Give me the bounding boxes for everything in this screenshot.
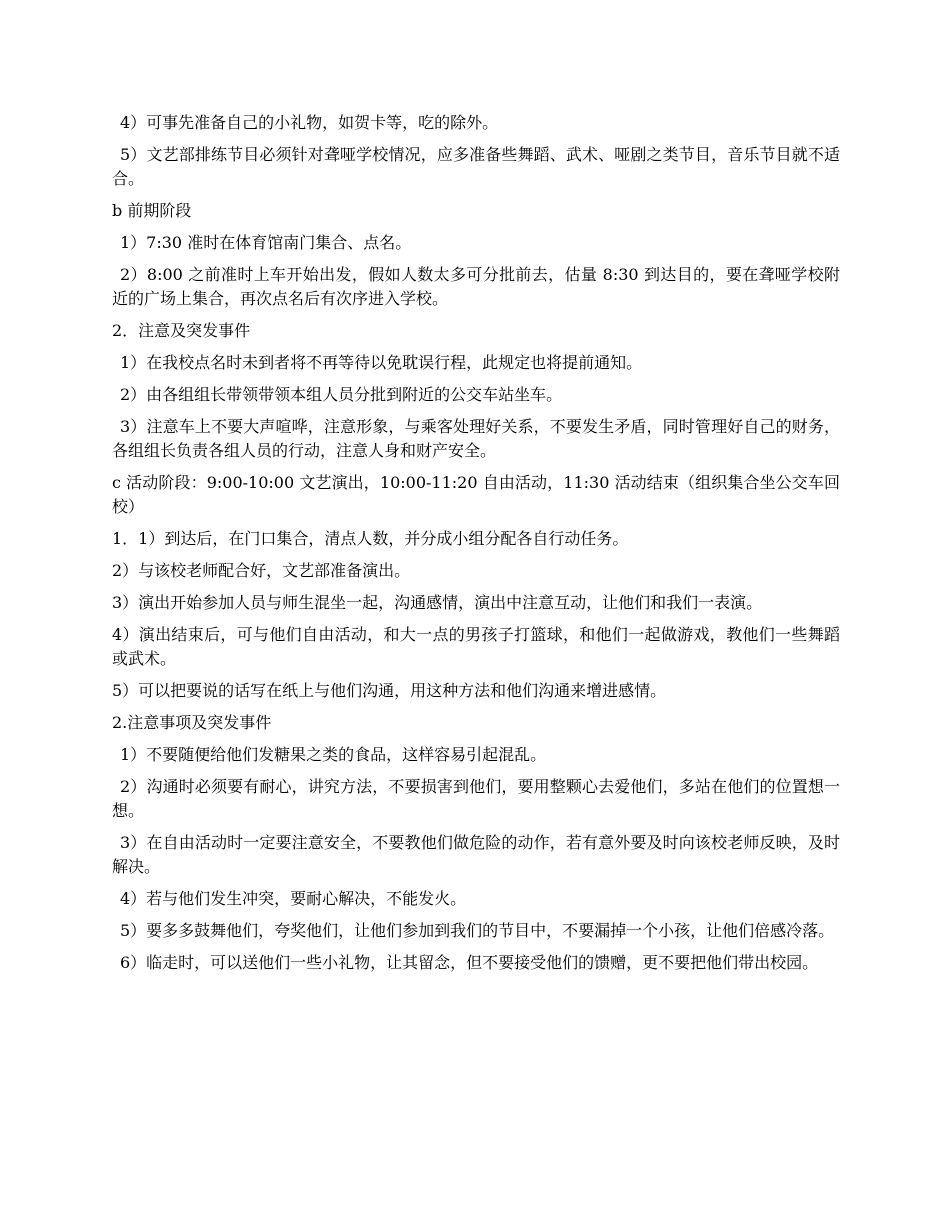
paragraph-activity-teachers: 2）与该校老师配合好，文艺部准备演出。 bbox=[112, 561, 411, 580]
paragraph-prep-performance: 5）文艺部排练节目必须针对聋哑学校情况，应多准备些舞蹈、武术、哑剧之类节目，音乐节目就不适合。 bbox=[112, 145, 840, 188]
paragraph-activity-arrive: 1．1）到达后，在门口集合，清点人数，并分成小组分配各自行动任务。 bbox=[112, 529, 629, 548]
paragraph-early-gather: 1）7:30 准时在体育馆南门集合、点名。 bbox=[120, 233, 412, 252]
section-heading-early-stage: b 前期阶段 bbox=[112, 201, 192, 220]
paragraph-notes-behavior: 3）注意车上不要大声喧哗，注意形象，与乘客处理好关系，不要发生矛盾，同时管理好自己的财务，各组组长负责各组人员的行动，注意人身和财产安全。 bbox=[112, 417, 840, 460]
section-heading-notes-1: 2．注意及突发事件 bbox=[112, 321, 251, 340]
paragraph-notes2-farewell: 6）临走时，可以送他们一些小礼物，让其留念，但不要接受他们的馈赠，更不要把他们带出校园。 bbox=[120, 953, 819, 972]
paragraph-notes2-conflict: 4）若与他们发生冲突，要耐心解决，不能发火。 bbox=[120, 889, 467, 908]
paragraph-notes2-candy: 1）不要随便给他们发糖果之类的食品，这样容易引起混乱。 bbox=[120, 745, 547, 764]
paragraph-activity-free: 4）演出结束后，可与他们自由活动，和大一点的男孩子打篮球，和他们一起做游戏，教他们一些舞蹈或武术。 bbox=[112, 625, 840, 668]
document-body bbox=[112, 111, 840, 983]
paragraph-notes-late: 1）在我校点名时未到者将不再等待以免耽误行程，此规定也将提前通知。 bbox=[120, 353, 643, 372]
paragraph-activity-show: 3）演出开始参加人员与师生混坐一起，沟通感情，演出中注意互动，让他们和我们一表演。 bbox=[112, 593, 763, 612]
section-heading-activity-stage: c 活动阶段：9:00-10:00 文艺演出，10:00-11:20 自由活动，11:30 活动结束（组织集合坐公交车回校） bbox=[112, 473, 840, 516]
paragraph-notes-bus: 2）由各组组长带领带领本组人员分批到附近的公交车站坐车。 bbox=[120, 385, 563, 404]
section-heading-notes-2: 2.注意事项及突发事件 bbox=[112, 713, 272, 732]
paragraph-prep-gifts: 4）可事先准备自己的小礼物，如贺卡等，吃的除外。 bbox=[120, 113, 499, 132]
paragraph-notes2-patience: 2）沟通时必须要有耐心，讲究方法，不要损害到他们，要用整颗心去爱他们，多站在他们的位置想一想。 bbox=[112, 777, 840, 820]
paragraph-notes2-encourage: 5）要多多鼓舞他们，夸奖他们，让他们参加到我们的节目中，不要漏掉一个小孩，让他们倍感冷落。 bbox=[120, 921, 835, 940]
paragraph-notes2-safety: 3）在自由活动时一定要注意安全，不要教他们做危险的动作，若有意外要及时向该校老师反映，及时解决。 bbox=[112, 833, 840, 876]
paragraph-activity-writing: 5）可以把要说的话写在纸上与他们沟通，用这种方法和他们沟通来增进感情。 bbox=[112, 681, 667, 700]
paragraph-early-depart: 2）8:00 之前准时上车开始出发，假如人数太多可分批前去，估量 8:30 到达目的，要在聋哑学校附近的广场上集合，再次点名后有次序进入学校。 bbox=[112, 265, 840, 308]
